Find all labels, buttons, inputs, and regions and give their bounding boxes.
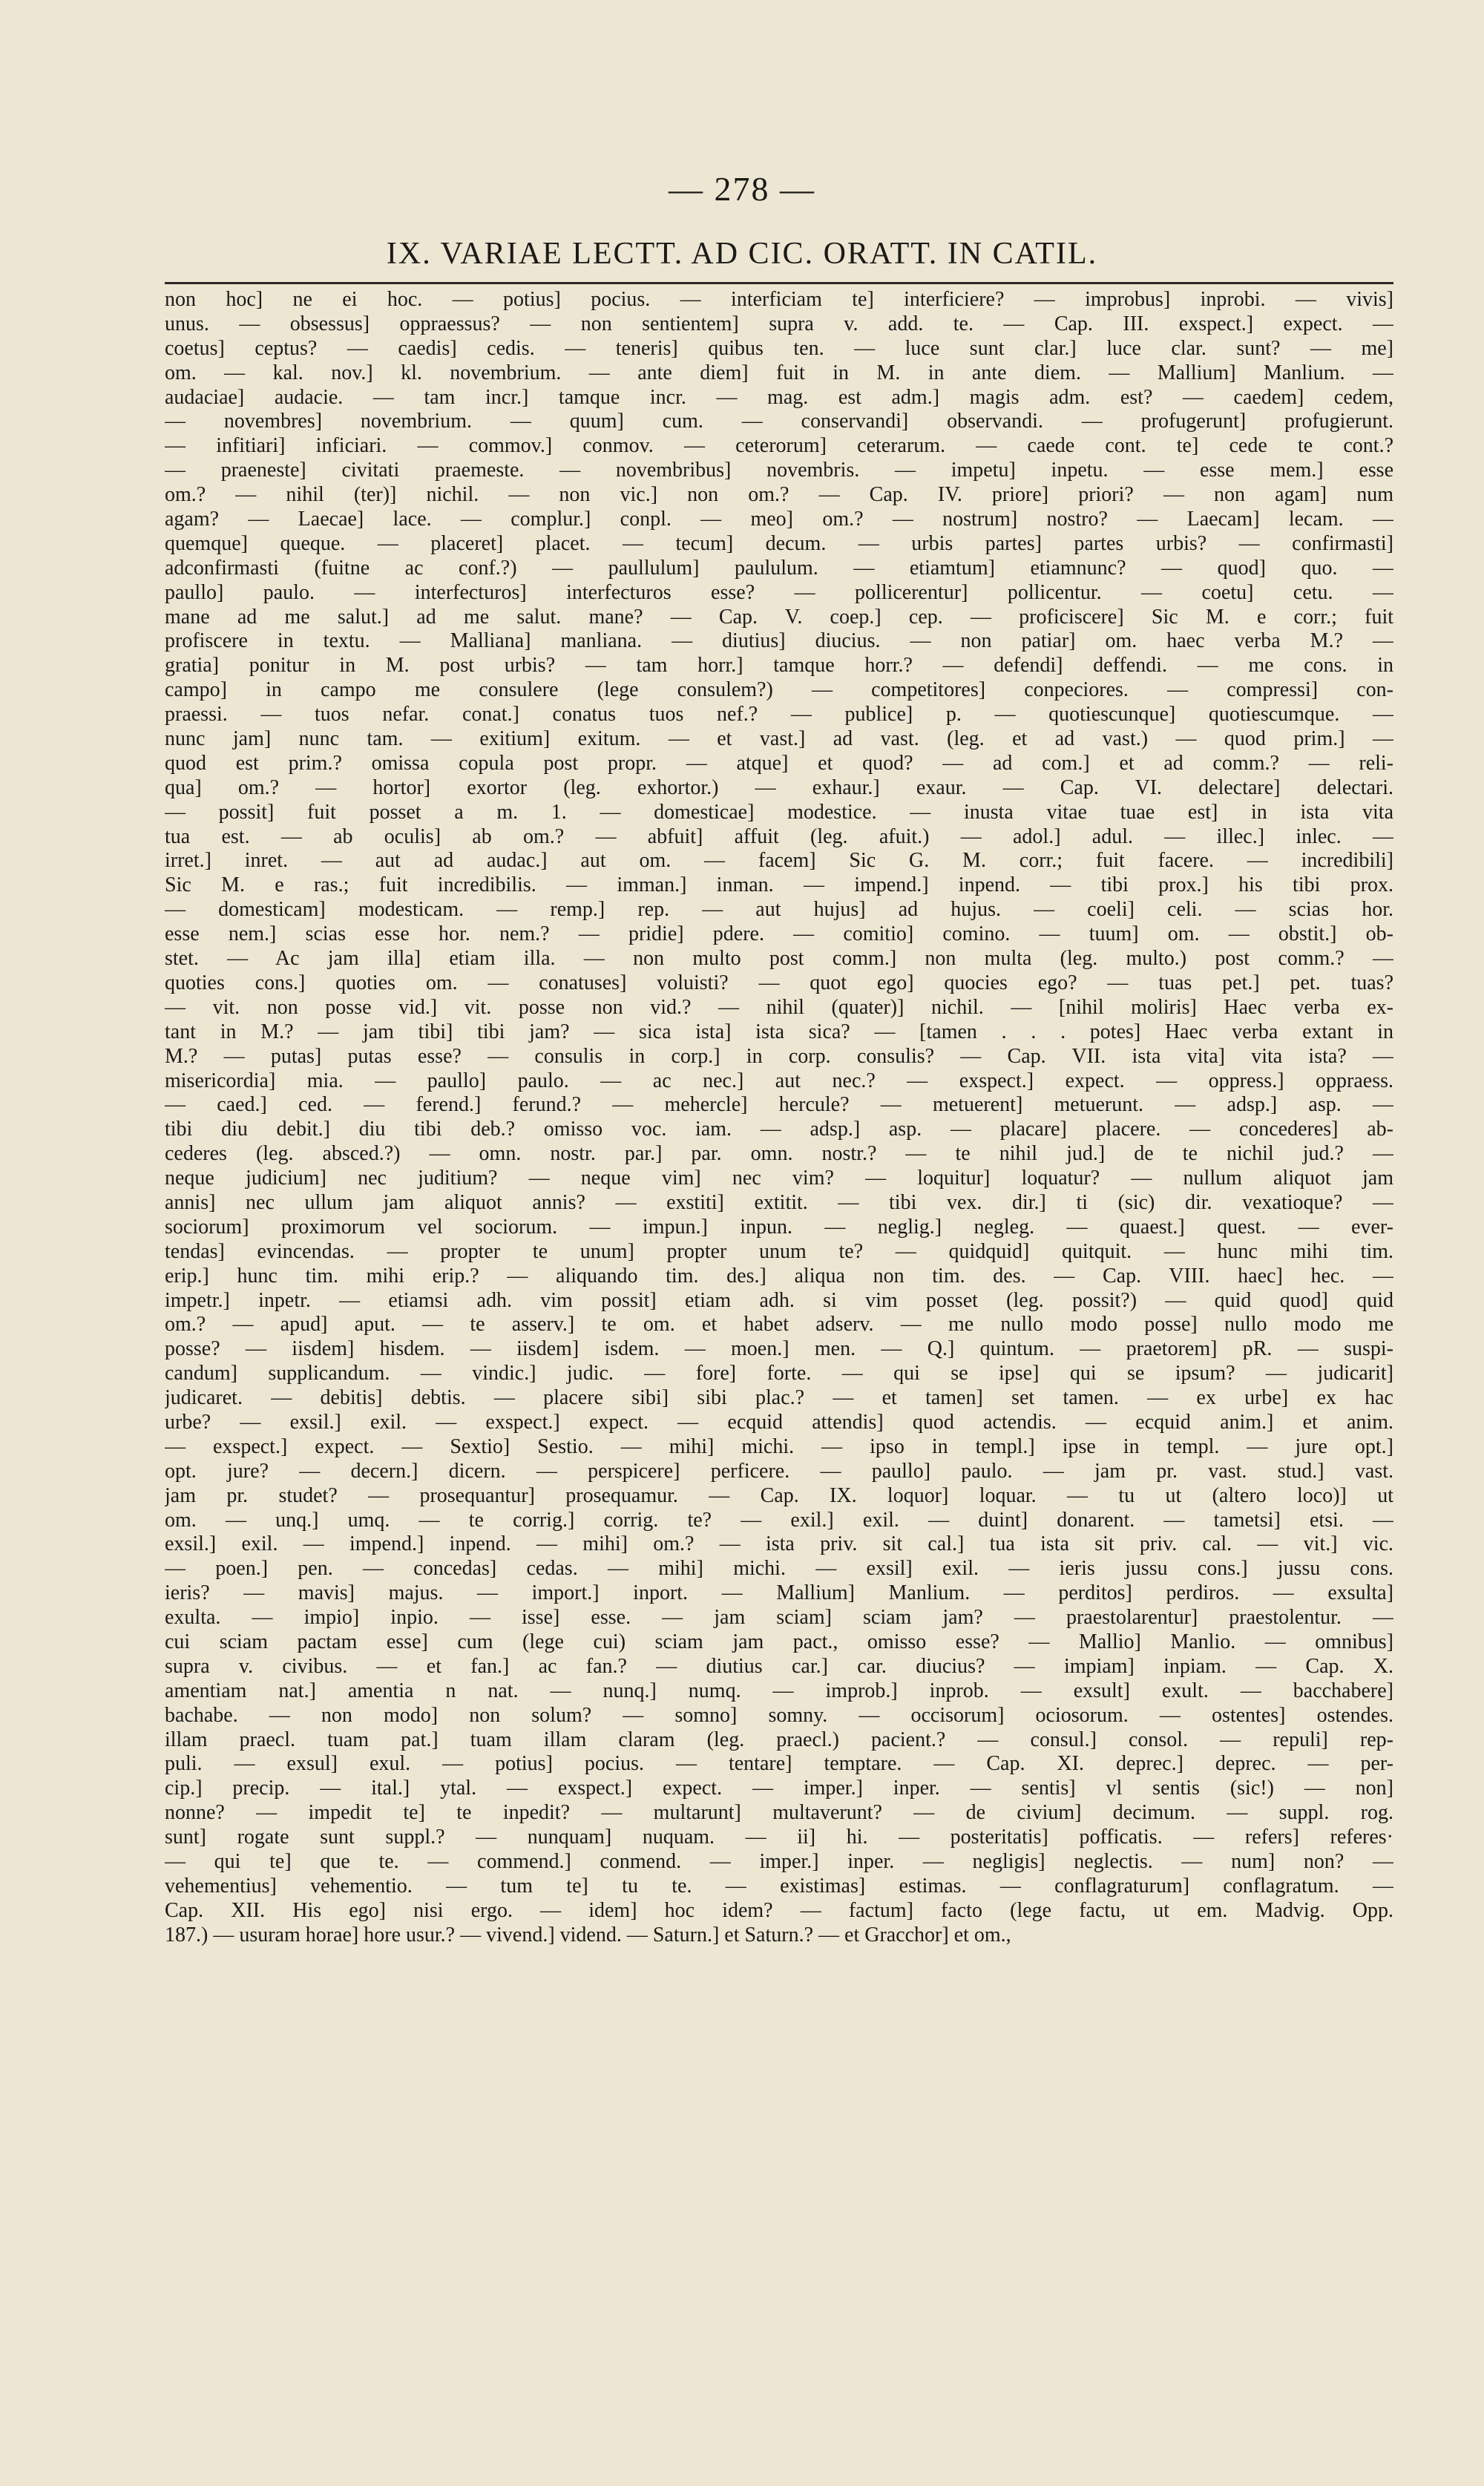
text-line: judicaret. — debitis] debtis. — placere sibi] sibi plac.? — et tamen] set tamen. — ex urbe] ex hac [165, 1386, 1393, 1410]
running-head: IX. VARIAE LECTT. AD CIC. ORATT. IN CATIL. [386, 237, 1098, 271]
text-line: opt. jure? — decern.] dicern. — perspicere] perficere. — paullo] paulo. — jam pr. vast. stud.] vast. [165, 1459, 1393, 1483]
text-line: — praeneste] civitati praemeste. — novembribus] novembris. — impetu] inpetu. — esse mem.] esse [165, 459, 1393, 482]
text-line: om.? — apud] aput. — te asserv.] te om. et habet adserv. — me nullo modo posse] nullo modo me [165, 1313, 1393, 1337]
text-line: om. — kal. nov.] kl. novembrium. — ante diem] fuit in M. in ante diem. — Mallium] Manlium. — [165, 361, 1393, 384]
text-line: puli. — exsul] exul. — potius] pocius. — tentare] temptare. — Cap. XI. deprec.] deprec. — per- [165, 1752, 1393, 1776]
text-line: cip.] precip. — ital.] ytal. — exspect.] expect. — imper.] inper. — sentis] vl sentis (sic!) — non] [165, 1777, 1393, 1800]
apparatus-text-block [165, 288, 1393, 1948]
text-line: posse? — iisdem] hisdem. — iisdem] isdem. — moen.] men. — Q.] quintum. — praetorem] pR. — suspi- [165, 1337, 1393, 1361]
text-line: non hoc] ne ei hoc. — potius] pocius. — interficiam te] interficiere? — improbus] inprobi. — vivis] [165, 288, 1393, 311]
text-line: — qui te] que te. — commend.] conmend. — imper.] inper. — negligis] neglectis. — num] non? — [165, 1850, 1393, 1873]
text-line: nonne? — impedit te] te inpedit? — multarunt] multaverunt? — de civium] decimum. — suppl. rog. [165, 1801, 1393, 1825]
text-line: sunt] rogate sunt suppl.? — nunquam] nuquam. — ii] hi. — posteritatis] pofficatis. — refers] referes· [165, 1826, 1393, 1849]
text-line: bachabe. — non modo] non solum? — somno] somny. — occisorum] ociosorum. — ostentes] ostendes. [165, 1703, 1393, 1727]
text-line: stet. — Ac jam illa] etiam illa. — non multo post comm.] non multa (leg. multo.) post comm.? — [165, 947, 1393, 971]
text-line: quod est prim.? omissa copula post propr. — atque] et quod? — ad com.] et ad comm.? — reli- [165, 751, 1393, 775]
text-line: misericordia] mia. — paullo] paulo. — ac nec.] aut nec.? — exspect.] expect. — oppress.] oppraess. [165, 1069, 1393, 1092]
text-line: — poen.] pen. — concedas] cedas. — mihi] michi. — exsil] exil. — ieris jussu cons.] jussu cons. [165, 1557, 1393, 1581]
text-line: tibi diu debit.] diu tibi deb.? omisso voc. iam. — adsp.] asp. — placare] placere. — concederes] ab- [165, 1118, 1393, 1141]
header-rule [165, 282, 1393, 284]
text-line: tant in M.? — jam tibi] tibi jam? — sica ista] ista sica? — [tamen . . . potes] Haec verba extant in [165, 1020, 1393, 1043]
text-line: amentiam nat.] amentia n nat. — nunq.] numq. — improb.] inprob. — exsult] exult. — bacchabere] [165, 1679, 1393, 1702]
text-line: illam praecl. tuam pat.] tuam illam claram (leg. praecl.) pacient.? — consul.] consol. — repuli] rep- [165, 1728, 1393, 1751]
text-line: — vit. non posse vid.] vit. posse non vid.? — nihil (quater)] nichil. — [nihil moliris] Haec verba ex- [165, 995, 1393, 1019]
text-line: — domesticam] modesticam. — remp.] rep. — aut hujus] ad hujus. — coeli] celi. — scias hor. [165, 898, 1393, 922]
text-line: profiscere in textu. — Malliana] manliana. — diutius] diucius. — non patiar] om. haec verba M.? — [165, 629, 1393, 653]
text-line: nunc jam] nunc tam. — exitium] exitum. — et vast.] ad vast. (leg. et ad vast.) — quod prim.] — [165, 727, 1393, 751]
text-line: urbe? — exsil.] exil. — exspect.] expect. — ecquid attendis] quod actendis. — ecquid anim.] et anim. [165, 1410, 1393, 1434]
text-line: agam? — Laecae] lace. — complur.] conpl. — meo] om.? — nostrum] nostro? — Laecam] lecam. — [165, 508, 1393, 531]
text-line: cederes (leg. absced.?) — omn. nostr. par.] par. omn. nostr.? — te nihil jud.] de te nichil jud.? — [165, 1142, 1393, 1166]
text-line: 187.) — usuram horae] hore usur.? — vivend.] vidend. — Saturn.] et Saturn.? — et Gracchor] et om., [165, 1923, 1011, 1947]
text-line: neque judicium] nec juditium? — neque vim] nec vim? — loquitur] loquatur? — nullum aliquot jam [165, 1167, 1393, 1190]
page-number: — 278 — [669, 170, 815, 208]
text-line: exsil.] exil. — impend.] inpend. — mihi] om.? — ista priv. sit cal.] tua ista sit priv. cal. — vit.] vic. [165, 1532, 1393, 1556]
text-line: quemque] queque. — placeret] placet. — tecum] decum. — urbis partes] partes urbis? — confirmasti] [165, 531, 1393, 555]
text-line: erip.] hunc tim. mihi erip.? — aliquando tim. des.] aliqua non tim. des. — Cap. VIII. haec] hec. — [165, 1264, 1393, 1288]
text-line: jam pr. studet? — prosequantur] prosequamur. — Cap. IX. loquor] loquar. — tu ut (altero loco)] ut [165, 1483, 1393, 1507]
text-line: audaciae] audacie. — tam incr.] tamque incr. — mag. est adm.] magis adm. est? — caedem] cedem, [165, 385, 1393, 409]
text-line: sociorum] proximorum vel sociorum. — impun.] inpun. — neglig.] negleg. — quaest.] quest. — ever- [165, 1215, 1393, 1239]
text-line: Cap. XII. His ego] nisi ergo. — idem] hoc idem? — factum] facto (lege factu, ut em. Madvig. Opp. [165, 1898, 1393, 1922]
text-line: esse nem.] scias esse hor. nem.? — pridie] pdere. — comitio] comino. — tuum] om. — obstit.] ob- [165, 922, 1393, 946]
text-line: irret.] inret. — aut ad audac.] aut om. — facem] Sic G. M. corr.; fuit facere. — incredibili] [165, 849, 1393, 873]
text-line: candum] supplicandum. — vindic.] judic. — fore] forte. — qui se ipse] qui se ipsum? — judicarit] [165, 1362, 1393, 1385]
text-line: cui sciam pactam esse] cum (lege cui) sciam jam pact., omisso esse? — Mallio] Manlio. — omnibus] [165, 1630, 1393, 1653]
text-line: M.? — putas] putas esse? — consulis in corp.] in corp. consulis? — Cap. VII. ista vita] vita ista? — [165, 1044, 1393, 1068]
text-line: annis] nec ullum jam aliquot annis? — exstiti] extitit. — tibi vex. dir.] ti (sic) dir. vexatioque? — [165, 1190, 1393, 1214]
text-line: — possit] fuit posset a m. 1. — domesticae] modestice. — inusta vitae tuae est] in ista vita [165, 800, 1393, 824]
text-line: gratia] ponitur in M. post urbis? — tam horr.] tamque horr.? — defendi] deffendi. — me cons. in [165, 654, 1393, 678]
text-line: coetus] ceptus? — caedis] cedis. — teneris] quibus ten. — luce sunt clar.] luce clar. sunt? — me] [165, 336, 1393, 360]
text-line: — caed.] ced. — ferend.] ferund.? — mehercle] hercule? — metuerent] metuerunt. — adsp.] asp. — [165, 1093, 1393, 1117]
text-line: tendas] evincendas. — propter te unum] propter unum te? — quidquid] quitquit. — hunc mihi tim. [165, 1239, 1393, 1263]
text-line: quoties cons.] quoties om. — conatuses] voluisti? — quot ego] quocies ego? — tuas pet.] pet. tuas? [165, 971, 1393, 994]
text-line: Sic M. e ras.; fuit incredibilis. — imman.] inman. — impend.] inpend. — tibi prox.] his tibi prox. [165, 873, 1393, 897]
text-line: tua est. — ab oculis] ab om.? — abfuit] affuit (leg. afuit.) — adol.] adul. — illec.] inlec. — [165, 824, 1393, 848]
text-line: paullo] paulo. — interfecturos] interfecturos esse? — pollicerentur] pollicentur. — coetu] cetu. — [165, 580, 1393, 604]
text-line: — novembres] novembrium. — quum] cum. — conservandi] observandi. — profugerunt] profugierunt. [165, 410, 1393, 433]
text-line: supra v. civibus. — et fan.] ac fan.? — diutius car.] car. diucius? — impiam] inpiam. — Cap. X. [165, 1654, 1393, 1678]
text-line: impetr.] inpetr. — etiamsi adh. vim possit] etiam adh. si vim posset (leg. possit?) — quid quod] quid [165, 1288, 1393, 1312]
text-line: mane ad me salut.] ad me salut. mane? — Cap. V. coep.] cep. — proficiscere] Sic M. e corr.; fuit [165, 605, 1393, 629]
text-line: — infitiari] inficiari. — commov.] conmov. — ceterorum] ceterarum. — caede cont. te] cede te cont.? [165, 434, 1393, 458]
text-line: om. — unq.] umq. — te corrig.] corrig. te? — exil.] exil. — duint] donarent. — tametsi] etsi. — [165, 1508, 1393, 1532]
text-line: vehementius] vehementio. — tum te] tu te. — existimas] estimas. — conflagraturum] conflagratum. — [165, 1874, 1393, 1898]
text-line: unus. — obsessus] oppraessus? — non sentientem] supra v. add. te. — Cap. III. exspect.] expect. — [165, 312, 1393, 335]
text-line: adconfirmasti (fuitne ac conf.?) — paullulum] paululum. — etiamtum] etiamnunc? — quod] quo. — [165, 556, 1393, 580]
text-line: ieris? — mavis] majus. — import.] inport. — Mallium] Manlium. — perditos] perdiros. — exsulta] [165, 1581, 1393, 1605]
text-line: om.? — nihil (ter)] nichil. — non vic.] non om.? — Cap. IV. priore] priori? — non agam] num [165, 483, 1393, 507]
text-line: praessi. — tuos nefar. conat.] conatus tuos nef.? — publice] p. — quotiescunque] quotiescumque. — [165, 703, 1393, 727]
text-line: campo] in campo me consulere (lege consulem?) — competitores] conpeciores. — compressi] con- [165, 678, 1393, 702]
text-line: exulta. — impio] inpio. — isse] esse. — jam sciam] sciam jam? — praestolarentur] praestolentur. — [165, 1606, 1393, 1630]
text-line: — exspect.] expect. — Sextio] Sestio. — mihi] michi. — ipso in templ.] ipse in templ. — jure opt.] [165, 1434, 1393, 1458]
text-line: qua] om.? — hortor] exortor (leg. exhortor.) — exhaur.] exaur. — Cap. VI. delectare] delectari. [165, 775, 1393, 799]
